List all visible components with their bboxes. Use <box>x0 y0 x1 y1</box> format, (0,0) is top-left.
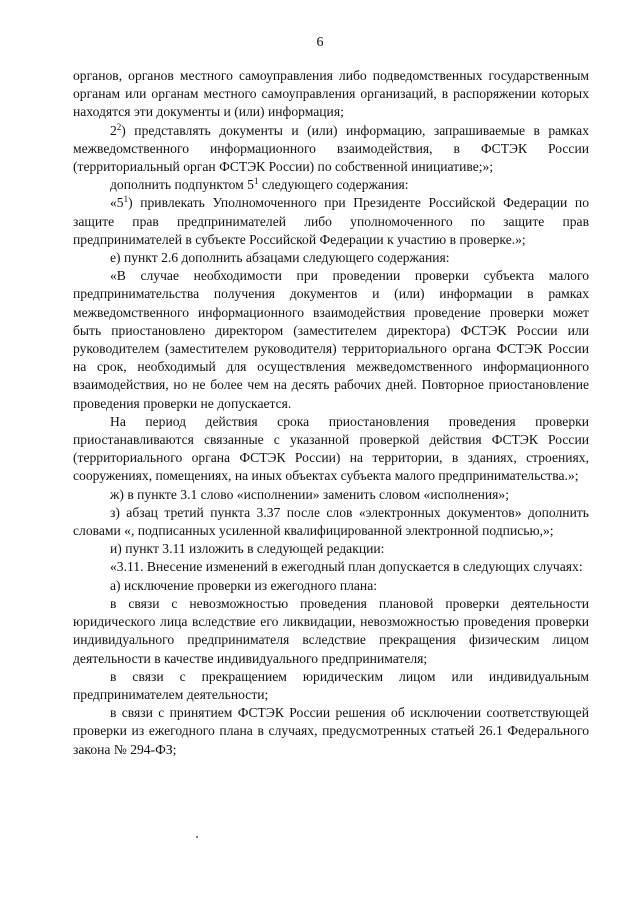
paragraph-14: в связи с прекращением юридическим лицом или индивидуальным предпринимателем деятельности; <box>73 668 589 702</box>
paragraph-2 <box>73 122 589 177</box>
paragraph-12: а) исключение проверки из ежегодного плана: <box>110 577 378 593</box>
paragraph-3 <box>73 176 589 194</box>
paragraph-2-post: ) представлять документы и (или) информацию, запрашиваемые в рамках межведомственного информационного взаимодействия, в ФСТЭК России (территориальный орган ФСТЭК России) по собственной инициативе;»; <box>73 122 589 175</box>
paragraph-10: и) пункт 3.11 изложить в следующей редакции: <box>110 541 385 557</box>
paragraph-3-post: следующего содержания: <box>258 177 409 193</box>
paragraph-4-post: ) привлекать Уполномоченного при Президенте Российской Федерации по защите прав предпринимателей либо уполномоченного по защите прав предпринимателей в субъекте Российской Федерации к участию в проверке.»; <box>73 195 589 247</box>
paragraph-2-sup: 2 <box>116 121 122 132</box>
paragraph-11: «3.11. Внесение изменений в ежегодный план допускается в следующих случаях: <box>110 559 583 575</box>
paragraph-4-sup: 1 <box>123 194 129 205</box>
paragraph-15: в связи с принятием ФСТЭК России решения об исключении соответствующей проверки из ежегодного плана в случаях, предусмотренных статьей 26.1 Федерального закона № 294-ФЗ; <box>73 705 589 757</box>
paragraph-1: органов, органов местного самоуправления либо подведомственных государственным органам или органам местного самоуправления организаций, в распоряжении которых находятся эти документы и (или) информация; <box>73 68 589 120</box>
scan-speck <box>196 836 198 838</box>
paragraph-4-pre: «5 <box>110 195 124 211</box>
paragraph-9: з) абзац третий пункта 3.37 после слов «электронных документов» дополнить словами «, подписанных усиленной квалифицированной электронной подписью,»; <box>73 504 589 539</box>
paragraph-13: в связи с невозможностью проведения плановой проверки деятельности юридического лица вследствие его ликвидации, невозможностью проведения проверки индивидуального предпринимателя вследствие прекращения физическим лицом деятельности в качестве индивидуального предпринимателя; <box>73 595 589 666</box>
paragraph-6: «В случае необходимости при проведении проверки субъекта малого предпринимательства получения документов и (или) информации в рамках межведомственного информационного взаимодействия проведение проверки может быть приостановлено директором (заместителем директора) ФСТЭК России или руководителем (заместителем руководителя) территориального органа ФСТЭК России на срок, необходимый для осуществления межведомственного информационного взаимодействия, но не более чем на десять рабочих дней. Повторное приостановление проведения проверки не допускается. <box>73 268 589 411</box>
paragraph-2-pre: 2 <box>110 122 117 138</box>
paragraph-8: ж) в пункте 3.1 слово «исполнении» заменить словом «исполнения»; <box>110 486 509 502</box>
paragraph-7: На период действия срока приостановления проведения проверки приостанавливаются связанные с указанной проверкой действия ФСТЭК России (территориального органа ФСТЭК России) на территории, в зданиях, строениях, сооружениях, помещениях, на иных объектах субъекта малого предпринимательства.»; <box>73 413 589 484</box>
paragraph-4 <box>73 194 589 249</box>
paragraph-5: е) пункт 2.6 дополнить абзацами следующего содержания: <box>110 250 450 266</box>
paragraph-3-pre: дополнить подпунктом 5 <box>110 177 254 193</box>
page-number: 6 <box>316 35 324 50</box>
document-body <box>73 67 589 759</box>
paragraph-3-sup: 1 <box>253 176 259 187</box>
